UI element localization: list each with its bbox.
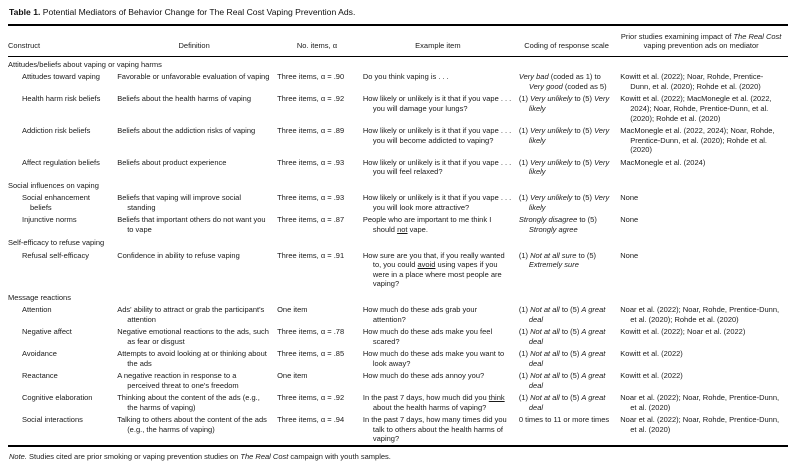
cell-definition: Talking to others about the content of the ads (e.g., the harms of vaping) — [117, 415, 267, 434]
cell-coding — [519, 370, 620, 392]
text-run: (1) — [518, 94, 531, 104]
cell-items: Three items, α = .92 — [277, 94, 345, 104]
cell-example: How likely or unlikely is it that if you vape . . . you will become addicted to vaping? — [362, 126, 512, 145]
cell-definition: Thinking about the content of the ads (e.g., the harms of vaping) — [117, 393, 260, 412]
text-run: about the health harms of vaping? — [372, 402, 487, 412]
text-run: vape. — [407, 224, 428, 234]
cell-construct: Attention — [22, 305, 52, 315]
cell-coding — [519, 71, 620, 93]
cell-definition: A negative reaction in response to a perceived threat to one's freedom — [117, 371, 239, 390]
cell-definition: Favorable or unfavorable evaluation of vaping — [117, 72, 270, 82]
cell-example: How much do these ads annoy you? — [362, 371, 485, 381]
cell-coding — [519, 304, 620, 326]
cell-example: How much do these ads make you feel scared? — [362, 327, 493, 346]
cell-example: In the past 7 days, how many times did you talk to others about the health harms of vaping? — [362, 415, 507, 444]
text-run: to (5) — [572, 94, 595, 104]
table-row — [8, 414, 788, 447]
table-header — [8, 25, 788, 57]
table-body — [8, 56, 788, 446]
section-row — [8, 178, 788, 192]
text-run: (coded as 1) to — [548, 72, 601, 82]
section-header: Self-efficacy to refuse vaping — [8, 238, 105, 248]
text-run: A great deal — [528, 371, 606, 390]
text-run: A great deal — [528, 393, 606, 412]
text-run: Not at all sure — [530, 250, 577, 260]
cell-construct: Injunctive norms — [22, 215, 77, 225]
cell-coding — [519, 214, 620, 236]
cell-definition: Beliefs about product experience — [117, 157, 227, 167]
text-run: How sure are you that, if you really wanted to, you could — [362, 250, 505, 270]
text-run: Very likely — [528, 193, 610, 212]
text-run: using vapes if you were in a place where most people are vaping? — [372, 260, 502, 289]
cell-example — [363, 249, 519, 290]
text-run: to (5) — [559, 327, 582, 337]
text-run: Extremely sure — [528, 260, 579, 270]
text-run: Note. — [9, 452, 27, 462]
text-run: Very unlikely — [530, 126, 573, 136]
cell-definition: Beliefs about the health harms of vaping — [117, 94, 252, 104]
cell-definition: Beliefs that vaping will improve social standing — [117, 193, 241, 212]
col-header-items: No. items, α — [277, 25, 363, 57]
cell-example: How much do these ads make you want to look away? — [362, 349, 505, 368]
text-run: In the past 7 days, how much did you — [362, 393, 489, 403]
cell-construct: Negative affect — [22, 327, 72, 337]
text-run: Very likely — [528, 126, 610, 145]
cell-coding — [519, 125, 620, 157]
text-run: Studies cited are prior smoking or vaping prevention studies on — [26, 452, 241, 462]
text-run: to (5) — [559, 371, 582, 381]
text-run: not — [397, 224, 408, 234]
cell-definition: Beliefs about the addiction risks of vaping — [117, 126, 256, 136]
table-row — [8, 370, 788, 392]
text-run: Prior studies examining impact of — [620, 31, 734, 41]
text-run: to (5) — [559, 393, 582, 403]
cell-definition: Attempts to avoid looking at or thinking about the ads — [117, 349, 267, 368]
cell-prior: None — [620, 193, 639, 203]
cell-construct: Refusal self-efficacy — [22, 250, 89, 260]
text-run: to (5) — [559, 349, 582, 359]
cell-example — [363, 214, 519, 236]
col-header-example: Example item — [363, 25, 519, 57]
section-header: Social influences on vaping — [8, 180, 99, 190]
text-run: Not at all — [530, 393, 560, 403]
table-row — [8, 156, 788, 178]
text-run: Not at all — [530, 305, 560, 315]
table-note — [9, 452, 788, 462]
cell-construct: Social interactions — [22, 415, 83, 425]
table-row — [8, 304, 788, 326]
text-run: Not at all — [530, 349, 560, 359]
text-run: (1) — [518, 371, 531, 381]
text-run: to (5) — [576, 250, 596, 260]
cell-construct: Social enhancement beliefs — [22, 193, 90, 212]
cell-coding — [519, 326, 620, 348]
cell-definition: Ads' ability to attract or grab the participant's attention — [117, 305, 265, 324]
text-run: Very likely — [528, 94, 610, 113]
section-row — [8, 290, 788, 304]
cell-construct: Attitudes toward vaping — [22, 72, 100, 82]
text-run: A great deal — [528, 327, 606, 346]
text-run: (1) — [518, 349, 531, 359]
cell-coding — [519, 348, 620, 370]
text-run: Very unlikely — [530, 157, 573, 167]
table-row — [8, 71, 788, 93]
text-run: (1) — [518, 126, 531, 136]
text-run: to (5) — [559, 305, 582, 315]
text-run: (1) — [518, 250, 531, 260]
col-header-definition: Definition — [117, 25, 277, 57]
cell-prior: None — [620, 250, 639, 260]
text-run: Potential Mediators of Behavior Change for The Real Cost Vaping Prevention Ads. — [40, 7, 356, 17]
table-row — [8, 348, 788, 370]
table-row — [8, 192, 788, 214]
text-run: (1) — [518, 327, 531, 337]
cell-construct: Avoidance — [22, 349, 57, 359]
cell-construct: Affect regulation beliefs — [22, 157, 100, 167]
text-run: to (5) — [572, 157, 595, 167]
text-run: (1) — [518, 305, 531, 315]
text-run: Table 1. — [9, 7, 41, 17]
table-row — [8, 249, 788, 290]
text-run: Strongly agree — [528, 224, 578, 234]
col-header-construct: Construct — [8, 25, 117, 57]
text-run: (1) — [518, 157, 531, 167]
cell-prior: Noar et al. (2022); Noar, Rohde, Prentice-Dunn, et al. (2020) — [620, 393, 780, 412]
table-row — [8, 125, 788, 157]
cell-coding — [519, 392, 620, 414]
text-run: The Real Cost — [240, 452, 289, 462]
text-run: Not at all — [530, 327, 560, 337]
cell-example: How likely or unlikely is it that if you vape . . . you will damage your lungs? — [362, 94, 512, 113]
col-header-coding: Coding of response scale — [519, 25, 620, 57]
text-run: (coded as 5) — [562, 81, 607, 91]
text-run: A great deal — [528, 349, 606, 368]
cell-items: One item — [277, 371, 308, 381]
section-row — [8, 56, 788, 71]
cell-prior: Noar et al. (2022); Noar, Rohde, Prentice-Dunn, et al. (2020); Rohde et al. (2020) — [620, 305, 780, 324]
table-row — [8, 326, 788, 348]
cell-items: Three items, α = .85 — [277, 349, 345, 359]
cell-prior: Kowitt et al. (2022); Noar, Rohde, Prentice-Dunn, et al. (2020); Rohde et al. (2020) — [620, 72, 764, 91]
cell-items: Three items, α = .93 — [277, 157, 345, 167]
cell-prior: Kowitt et al. (2022) — [620, 349, 683, 359]
text-run: People who are important to me think I should — [362, 215, 492, 234]
cell-prior: Noar et al. (2022); Noar, Rohde, Prentice-Dunn, et al. (2020) — [620, 415, 780, 434]
table-row — [8, 93, 788, 125]
cell-construct: Health harm risk beliefs — [22, 94, 101, 104]
cell-prior: MacMonegle et al. (2024) — [620, 157, 706, 167]
cell-items: Three items, α = .94 — [277, 415, 345, 425]
cell-construct: Cognitive elaboration — [22, 393, 93, 403]
cell-definition: Negative emotional reactions to the ads, such as fear or disgust — [117, 327, 269, 346]
table-row — [8, 392, 788, 414]
cell-prior: None — [620, 215, 639, 225]
text-run: Very bad — [518, 72, 549, 82]
section-header: Attitudes/beliefs about vaping or vaping harms — [8, 59, 162, 69]
cell-example — [363, 392, 519, 414]
text-run: Very unlikely — [530, 94, 573, 104]
text-run: to (5) — [577, 215, 597, 225]
cell-items: Three items, α = .92 — [277, 393, 345, 403]
cell-coding — [519, 93, 620, 125]
text-run: think — [488, 393, 505, 403]
text-run: Strongly disagree — [518, 215, 578, 225]
cell-construct: Reactance — [22, 371, 58, 381]
cell-coding — [519, 156, 620, 178]
text-run: Very likely — [528, 157, 610, 177]
cell-example: How much do these ads grab your attention? — [362, 305, 478, 324]
text-run: to (5) — [572, 126, 595, 136]
text-run: The Real Cost — [733, 31, 782, 41]
text-run: (1) — [518, 193, 531, 203]
section-row — [8, 236, 788, 250]
cell-construct: Addiction risk beliefs — [22, 126, 91, 136]
cell-coding: 0 times to 11 or more times — [518, 415, 610, 425]
text-run: avoid — [417, 260, 436, 270]
text-run: Not at all — [530, 371, 560, 381]
text-run: A great deal — [528, 305, 606, 324]
cell-items: Three items, α = .91 — [277, 250, 345, 260]
cell-definition: Confidence in ability to refuse vaping — [117, 250, 240, 260]
cell-prior: Kowitt et al. (2022); Noar et al. (2022) — [620, 327, 746, 337]
cell-definition: Beliefs that important others do not want you to vape — [117, 215, 266, 234]
text-run: to (5) — [572, 193, 595, 203]
cell-coding — [519, 192, 620, 214]
text-run: vaping prevention ads on mediator — [643, 41, 759, 51]
mediators-table — [8, 24, 788, 448]
cell-items: Three items, α = .89 — [277, 126, 345, 136]
cell-example: Do you think vaping is . . . — [362, 72, 449, 82]
table-row — [8, 214, 788, 236]
header-row — [8, 25, 788, 57]
text-run: Very unlikely — [530, 193, 573, 203]
cell-prior: Kowitt et al. (2022) — [620, 371, 683, 381]
table-title — [9, 7, 788, 18]
cell-prior: Kowitt et al. (2022); MacMonegle et al. (2022, 2024); Noar, Rohde, Prentice-Dunn, et al. (2020); Rohde et al. (2020) — [620, 94, 772, 123]
cell-coding — [519, 249, 620, 290]
cell-example: How likely or unlikely is it that if you vape . . . you will look more attractive? — [362, 193, 512, 212]
text-run: campaign with youth samples. — [288, 452, 391, 462]
cell-prior: MacMonegle et al. (2022, 2024); Noar, Rohde, Prentice-Dunn, et al. (2020); Rohde et al. (2020) — [620, 126, 775, 155]
cell-items: Three items, α = .90 — [277, 72, 345, 82]
cell-example: How likely or unlikely is it that if you vape . . . you will feel relaxed? — [362, 157, 512, 177]
section-header: Message reactions — [8, 292, 71, 302]
cell-items: Three items, α = .78 — [277, 327, 345, 337]
cell-items: One item — [277, 305, 308, 315]
col-header-prior — [620, 25, 788, 57]
cell-items: Three items, α = .93 — [277, 193, 345, 203]
text-run: Very good — [528, 81, 563, 91]
cell-items: Three items, α = .87 — [277, 215, 345, 225]
text-run: (1) — [518, 393, 531, 403]
